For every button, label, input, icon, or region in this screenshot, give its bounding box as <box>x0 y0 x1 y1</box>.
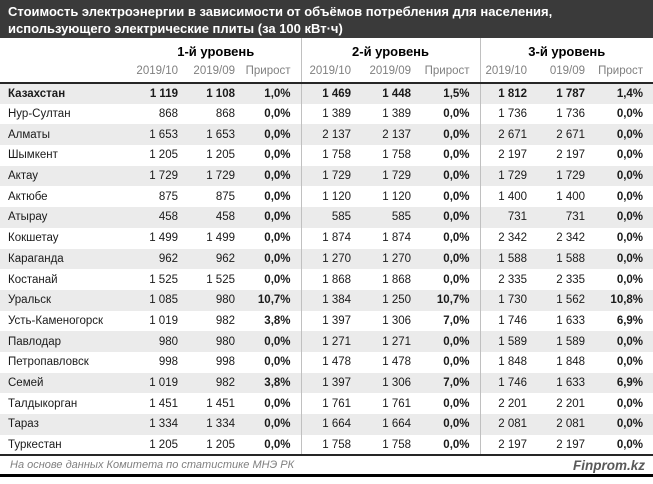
value-cell: 1,0% <box>264 87 291 100</box>
value-cell: 1 306 <box>382 314 412 327</box>
value-cell: 1 205 <box>149 149 178 162</box>
value-cell: 2 671 <box>556 128 586 141</box>
value-cell: 1 633 <box>556 376 586 389</box>
column-header-l2-sep: 2019/09 <box>369 65 412 77</box>
value-cell: 962 <box>158 252 178 265</box>
value-cell: 1 874 <box>301 228 361 249</box>
value-cell: 0,0% <box>443 128 470 141</box>
value-cell: 0,0% <box>264 418 291 431</box>
value-cell: 1,4% <box>616 87 644 100</box>
value-cell: 0,0% <box>264 356 291 369</box>
value-cell: 1 400 <box>556 190 586 203</box>
region-cell: Атырау <box>8 211 48 224</box>
value-cell: 1 019 <box>149 376 178 389</box>
value-cell: 1 451 <box>149 397 178 410</box>
value-cell: 1 589 <box>556 335 586 348</box>
table-row <box>0 124 653 145</box>
value-cell: 1 250 <box>382 294 412 307</box>
value-cell: 1 729 <box>382 170 412 183</box>
value-cell: 0,0% <box>443 211 470 224</box>
region-cell: Семей <box>8 376 44 389</box>
value-cell: 2 197 <box>480 435 537 456</box>
value-cell: 0,0% <box>443 273 470 286</box>
value-cell: 1 389 <box>301 104 361 125</box>
value-cell: 0,0% <box>443 356 470 369</box>
value-cell: 0,0% <box>616 273 644 286</box>
value-cell: 1 729 <box>556 170 586 183</box>
column-header-l3-sep: 019/09 <box>549 65 586 77</box>
value-cell: 0,0% <box>443 149 470 162</box>
column-header-l3-oct: 2019/10 <box>480 60 537 83</box>
value-cell: 1 868 <box>382 273 412 286</box>
value-cell: 1 761 <box>301 393 361 414</box>
value-cell: 0,0% <box>264 438 291 451</box>
value-cell: 1 562 <box>556 294 586 307</box>
value-cell: 1 746 <box>480 373 537 394</box>
column-header-l3-growth: Прирост <box>598 65 644 77</box>
value-cell: 0,0% <box>443 418 470 431</box>
table-row <box>0 249 653 270</box>
value-cell: 2 201 <box>556 397 586 410</box>
region-cell: Актау <box>8 170 38 183</box>
value-cell: 1 085 <box>149 294 178 307</box>
value-cell: 1 270 <box>382 252 412 265</box>
value-cell: 1 271 <box>382 335 412 348</box>
value-cell: 1 758 <box>301 435 361 456</box>
region-cell: Талдыкорган <box>8 397 78 410</box>
value-cell: 0,0% <box>443 438 470 451</box>
group-header-level-3: 3-й уровень <box>480 38 653 60</box>
value-cell: 3,8% <box>264 314 291 327</box>
table-row <box>0 414 653 435</box>
value-cell: 1 589 <box>480 331 537 352</box>
value-cell: 868 <box>158 108 178 121</box>
table-body <box>0 83 653 455</box>
region-cell: Кокшетау <box>8 232 59 245</box>
value-cell: 0,0% <box>264 190 291 203</box>
value-cell: 1 664 <box>382 418 412 431</box>
value-cell: 1 478 <box>301 352 361 373</box>
value-cell: 1 499 <box>149 232 178 245</box>
value-cell: 0,0% <box>616 128 644 141</box>
column-header-l2-growth: Прирост <box>424 65 470 77</box>
title-bar <box>0 0 653 38</box>
value-cell: 2 671 <box>480 124 537 145</box>
value-cell: 1 664 <box>301 414 361 435</box>
value-cell: 1 588 <box>480 249 537 270</box>
region-column-header <box>0 38 131 83</box>
value-cell: 980 <box>215 294 235 307</box>
value-cell: 2 081 <box>556 418 586 431</box>
value-cell: 0,0% <box>616 335 644 348</box>
value-cell: 0,0% <box>443 252 470 265</box>
table-row <box>0 83 653 104</box>
value-cell: 0,0% <box>616 211 644 224</box>
value-cell: 1 306 <box>382 376 412 389</box>
value-cell: 1 334 <box>206 418 235 431</box>
value-cell: 1 746 <box>480 311 537 332</box>
value-cell: 0,0% <box>443 170 470 183</box>
value-cell: 1 653 <box>149 128 178 141</box>
value-cell: 0,0% <box>264 397 291 410</box>
value-cell: 1 205 <box>206 438 235 451</box>
value-cell: 3,8% <box>264 376 291 389</box>
region-cell: Усть-Каменогорск <box>8 314 104 327</box>
value-cell: 1 400 <box>480 186 537 207</box>
region-cell: Тараз <box>8 418 39 431</box>
value-cell: 1 525 <box>149 273 178 286</box>
page-title-line2: использующего электрические плиты (за 100 кВт·ч) <box>8 21 343 36</box>
value-cell: 0,0% <box>443 397 470 410</box>
value-cell: 0,0% <box>616 190 644 203</box>
value-cell: 2 081 <box>480 414 537 435</box>
value-cell: 1 729 <box>480 166 537 187</box>
value-cell: 731 <box>480 207 537 228</box>
value-cell: 1 019 <box>149 314 178 327</box>
value-cell: 1 653 <box>206 128 235 141</box>
value-cell: 998 <box>215 356 235 369</box>
value-cell: 7,0% <box>443 376 470 389</box>
value-cell: 6,9% <box>616 314 644 327</box>
value-cell: 1 469 <box>301 83 361 104</box>
value-cell: 1 729 <box>149 170 178 183</box>
value-cell: 10,7% <box>436 294 470 307</box>
value-cell: 2 197 <box>556 149 586 162</box>
value-cell: 2 137 <box>382 128 412 141</box>
value-cell: 1 812 <box>480 83 537 104</box>
value-cell: 1 120 <box>301 186 361 207</box>
value-cell: 1 758 <box>382 149 412 162</box>
value-cell: 1 270 <box>301 249 361 270</box>
column-header-l1-oct: 2019/10 <box>136 65 178 77</box>
group-header-level-2: 2-й уровень <box>301 38 480 60</box>
value-cell: 1 384 <box>301 290 361 311</box>
value-cell: 0,0% <box>616 170 644 183</box>
value-cell: 0,0% <box>264 128 291 141</box>
table-row <box>0 435 653 456</box>
value-cell: 585 <box>391 211 412 224</box>
value-cell: 0,0% <box>264 252 291 265</box>
brand-logo: Finprom.kz <box>572 457 645 473</box>
region-cell: Костанай <box>8 273 58 286</box>
value-cell: 1 120 <box>382 190 412 203</box>
value-cell: 980 <box>158 335 178 348</box>
table-row <box>0 311 653 332</box>
value-cell: 1 761 <box>382 397 412 410</box>
column-header-l2-oct: 2019/10 <box>301 60 361 83</box>
value-cell: 1 868 <box>301 269 361 290</box>
value-cell: 0,0% <box>264 335 291 348</box>
value-cell: 0,0% <box>264 232 291 245</box>
value-cell: 982 <box>215 376 235 389</box>
value-cell: 2 335 <box>556 273 586 286</box>
value-cell: 0,0% <box>264 273 291 286</box>
value-cell: 0,0% <box>616 438 644 451</box>
footer <box>0 456 653 477</box>
region-cell: Павлодар <box>8 335 61 348</box>
column-header-l1-growth: Прирост <box>245 65 291 77</box>
table-row <box>0 186 653 207</box>
region-cell: Нур-Султан <box>8 108 71 121</box>
value-cell: 1 451 <box>206 397 235 410</box>
value-cell: 2 197 <box>556 438 586 451</box>
value-cell: 1 205 <box>206 149 235 162</box>
value-cell: 458 <box>215 211 235 224</box>
value-cell: 1 787 <box>556 87 586 100</box>
source-note: На основе данных Комитета по статистике МНЭ РК <box>10 459 295 472</box>
table-row <box>0 104 653 125</box>
table-row <box>0 352 653 373</box>
table-row <box>0 145 653 166</box>
value-cell: 0,0% <box>616 232 644 245</box>
value-cell: 731 <box>565 211 586 224</box>
region-cell: Уральск <box>8 294 52 307</box>
value-cell: 1 389 <box>382 108 412 121</box>
value-cell: 2 137 <box>301 124 361 145</box>
value-cell: 0,0% <box>443 335 470 348</box>
value-cell: 10,8% <box>610 294 644 307</box>
value-cell: 0,0% <box>616 149 644 162</box>
value-cell: 6,9% <box>616 376 644 389</box>
value-cell: 1 633 <box>556 314 586 327</box>
value-cell: 0,0% <box>264 170 291 183</box>
table-row <box>0 331 653 352</box>
value-cell: 1 729 <box>301 166 361 187</box>
value-cell: 0,0% <box>264 211 291 224</box>
value-cell: 0,0% <box>616 252 644 265</box>
value-cell: 7,0% <box>443 314 470 327</box>
value-cell: 458 <box>158 211 178 224</box>
table-row <box>0 393 653 414</box>
value-cell: 875 <box>215 190 235 203</box>
value-cell: 0,0% <box>443 232 470 245</box>
value-cell: 1 499 <box>206 232 235 245</box>
region-cell: Казахстан <box>8 87 66 100</box>
value-cell: 0,0% <box>616 356 644 369</box>
value-cell: 0,0% <box>264 149 291 162</box>
region-cell: Шымкент <box>8 149 58 162</box>
value-cell: 1 736 <box>556 108 586 121</box>
value-cell: 1 119 <box>149 87 178 100</box>
value-cell: 0,0% <box>616 418 644 431</box>
value-cell: 2 342 <box>480 228 537 249</box>
value-cell: 1 848 <box>480 352 537 373</box>
value-cell: 1 478 <box>382 356 412 369</box>
table-row <box>0 207 653 228</box>
table-row <box>0 269 653 290</box>
value-cell: 1 271 <box>301 331 361 352</box>
value-cell: 1 874 <box>382 232 412 245</box>
value-cell: 1,5% <box>443 87 470 100</box>
value-cell: 2 201 <box>480 393 537 414</box>
value-cell: 868 <box>215 108 235 121</box>
region-cell: Караганда <box>8 252 64 265</box>
value-cell: 1 334 <box>149 418 178 431</box>
value-cell: 1 758 <box>382 438 412 451</box>
value-cell: 0,0% <box>616 108 644 121</box>
value-cell: 1 758 <box>301 145 361 166</box>
value-cell: 1 448 <box>382 87 412 100</box>
table-header <box>0 38 653 83</box>
group-header-row <box>0 38 653 60</box>
value-cell: 962 <box>215 252 235 265</box>
region-cell: Алматы <box>8 128 50 141</box>
table-row <box>0 228 653 249</box>
value-cell: 2 342 <box>556 232 586 245</box>
value-cell: 1 525 <box>206 273 235 286</box>
value-cell: 1 397 <box>301 311 361 332</box>
value-cell: 1 730 <box>480 290 537 311</box>
page-title-line1: Стоимость электроэнергии в зависимости от объёмов потребления для населения, <box>8 4 553 19</box>
column-header-l1-sep: 2019/09 <box>193 65 235 77</box>
value-cell: 585 <box>301 207 361 228</box>
value-cell: 0,0% <box>264 108 291 121</box>
value-cell: 0,0% <box>616 397 644 410</box>
value-cell: 2 335 <box>480 269 537 290</box>
value-cell: 1 108 <box>206 87 235 100</box>
value-cell: 1 736 <box>480 104 537 125</box>
table-row <box>0 166 653 187</box>
table-row <box>0 290 653 311</box>
value-cell: 998 <box>158 356 178 369</box>
value-cell: 1 205 <box>149 438 178 451</box>
value-cell: 982 <box>215 314 235 327</box>
value-cell: 0,0% <box>443 190 470 203</box>
value-cell: 875 <box>158 190 178 203</box>
value-cell: 2 197 <box>480 145 537 166</box>
value-cell: 980 <box>215 335 235 348</box>
group-header-level-1: 1-й уровень <box>177 43 255 59</box>
value-cell: 1 848 <box>556 356 586 369</box>
value-cell: 1 588 <box>556 252 586 265</box>
data-table <box>0 38 653 456</box>
value-cell: 1 729 <box>206 170 235 183</box>
region-cell: Петропавловск <box>8 356 89 369</box>
table-row <box>0 373 653 394</box>
value-cell: 1 397 <box>301 373 361 394</box>
region-cell: Туркестан <box>8 438 62 451</box>
region-cell: Актюбе <box>8 190 48 203</box>
value-cell: 0,0% <box>443 108 470 121</box>
value-cell: 10,7% <box>257 294 291 307</box>
